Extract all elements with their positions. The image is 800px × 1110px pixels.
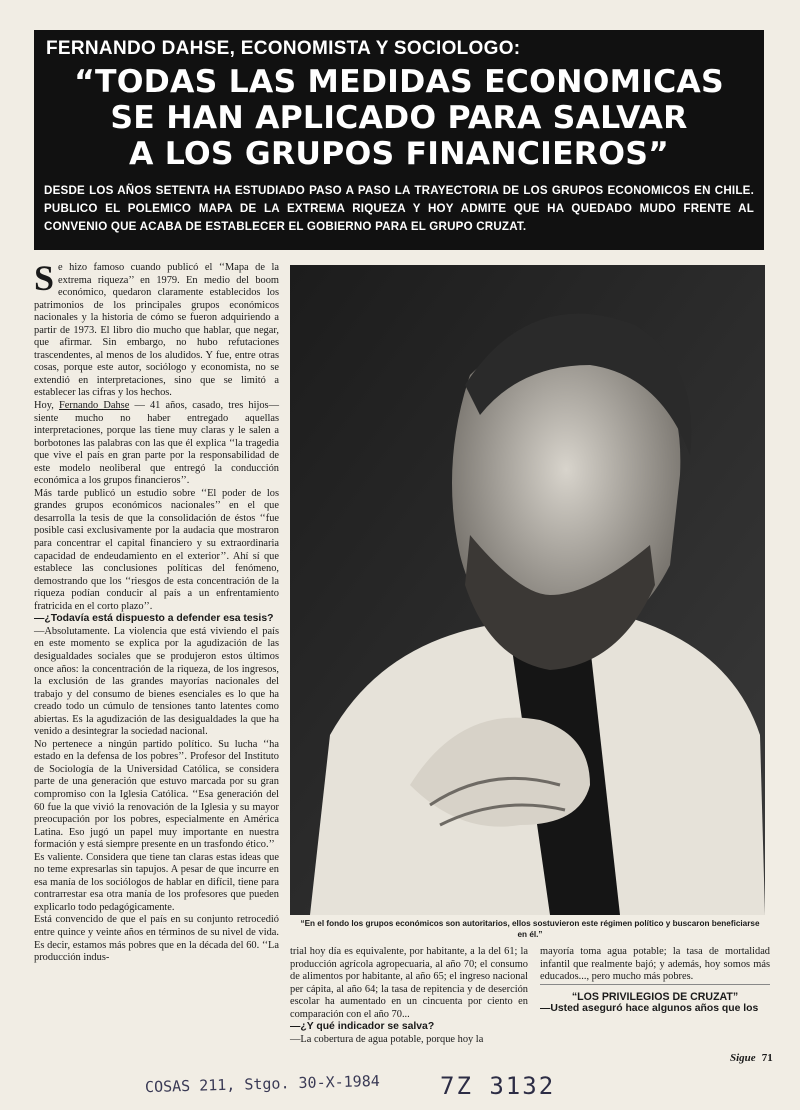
headline-line-2: SE HAN APLICADO PARA SALVAR [110, 100, 688, 136]
page-number: 71 [761, 1052, 773, 1064]
headline-line-3: A LOS GRUPOS FINANCIEROS” [128, 136, 670, 172]
body-column-right [540, 946, 770, 1016]
question-1: —¿Todavía está dispuesto a defender esa tesis? [34, 613, 274, 625]
handwritten-archive-code: 7Z 3132 [440, 1072, 556, 1100]
answer-2: —La cobertura de agua potable, porque hoy la [290, 1033, 484, 1045]
portrait-photo [290, 265, 765, 915]
page-footer [730, 1052, 773, 1064]
portrait-illustration [290, 265, 765, 915]
question-3: —Usted aseguró hace algunos años que los [540, 1003, 759, 1015]
body-column-middle [290, 946, 528, 1046]
article-header [34, 30, 764, 250]
body-column-left [34, 258, 279, 965]
paragraph-intro: Se hizo famoso cuando publicó el ‘‘Mapa de la extrema riqueza’’ en 1979. En medio del boom económico, quedaron claramente establecidos los patrimonios de los principales grupos económicos nacionales y la historia de cómo se fueron adquiriendo a partir de 1973. El libro dio mucho que hablar, que negar, que afirmar. Sin embargo, no hubo refutaciones trascendentes, al menos de los aludidos. Y fue, entre otras cosas, porque este autor, sociólogo y economista, no se extendió en interpretaciones, sino que se limitó a establecer las cifras y los hechos. [34, 258, 279, 399]
kicker: FERNANDO DAHSE, ECONOMISTA Y SOCIOLOGO: [46, 38, 521, 59]
question-2: —¿Y qué indicador se salva? [290, 1021, 435, 1033]
paragraph-6: Está convencido de que el país en su conjunto retrocedió entre quince y veinte años en términos de su nivel de vida. Es decir, estamos más pobres que en la década del 60. ‘‘La producción indus- [34, 914, 279, 964]
paragraph-mid-1: trial hoy día es equivalente, por habitante, a la del 61; la producción agrícola agropecuaria, al año 70; el consumo de alimentos por habitante, al año 65; el ingreso nacional per cápita, al año 64; la tasa de repitencia y de deserción escolar ha aumentado en un cincuenta por ciento en comparación con el año 70... [290, 946, 528, 1020]
continue-label: Sigue [730, 1052, 756, 1064]
drop-cap: S [34, 258, 55, 298]
photo-caption: “En el fondo los grupos económicos son autoritarios, ellos sostuvieron este régimen político y buscaron beneficiarse en él.” [300, 919, 760, 939]
paragraph-3: Más tarde publicó un estudio sobre ‘‘El poder de los grandes grupos económicos nacionales’’ en el que desarrolla la tesis de que la consolidación de éstos ‘‘fue posible casi exclusivamente por la audacia que mostraron para concentrar el capital financiero y su extraordinaria capacidad de endeudamiento en el exterior’’. Ahí sí que establece las conclusiones políticas del fenómeno, demostrando que los ‘‘riesgos de esta concentración de la riqueza podían conducir al país a un enfrentamiento fratricida en el corto plazo’’. [34, 487, 279, 612]
paragraph-5: Es valiente. Considera que tiene tan claras estas ideas que no teme expresarlas sin tapujos. A pesar de que incurre en esa manía de los sociólogos de hablar en difícil, tiene para contrarrestar esa otra manía de los profesores que pueden explicarlo todo pedagógicamente. [34, 851, 279, 913]
paragraph-4: No pertenece a ningún partido político. Su lucha ‘‘ha estado en la defensa de los pobres’’. Profesor del Instituto de Sociología de la Universidad Católica, se considera parte de una generación que estuvo marcada por su gran compromiso con la Iglesia Católica. ‘‘Esa generación del 60 fue la que vivió la renovación de la Iglesia y su mayor preocupación por los pobres, especialmente en América Latina. Eso jugó un papel muy importante en nuestra formación y está siempre presente en un trasfondo ético.’’ [34, 738, 279, 851]
paragraph-right-1: mayoría toma agua potable; la tasa de mortalidad infantil que realmente bajó; y además, hoy somos más educados..., pero mucho más pobres. [540, 946, 770, 983]
section-title: “LOS PRIVILEGIOS DE CRUZAT” [540, 984, 770, 1004]
deck: DESDE LOS AÑOS SETENTA HA ESTUDIADO PASO A PASO LA TRAYECTORIA DE LOS GRUPOS ECONOMICOS EN CHILE. PUBLICO EL POLEMICO MAPA DE LA EXTREMA RIQUEZA Y HOY ADMITE QUE HA QUEDADO MUDO FRENTE AL CONVENIO QUE ACABA DE ESTABLECER EL GOBIERNO PARA EL GRUPO CRUZAT. [44, 184, 754, 233]
paragraph-2: Hoy, Fernando Dahse — 41 años, casado, tres hijos— siente mucho no haber entregado aquellas interpretaciones, porque las tiene muy claras y le salen a borbotones las palabras con las que él explica ‘‘la tragedia que vive el país en gran parte por la responsabilidad de este modelo neoliberal que entregó la conducción económica a los grupos financieros’’. [34, 400, 279, 487]
person-name: Fernando Dahse [58, 400, 130, 412]
answer-1: —Absolutamente. La violencia que está viviendo el país en este momento se explica por la agudización de las desigualdades sociales que se produjeron estos últimos once años: la concentración de la riqueza, de los ingresos, la exclusión de las grandes mayorías nacionales del trabajo y del consumo de bienes esenciales es lo que ha creado todo un cúmulo de tensiones tanto latentes como abiertas. Es la agudización de las desigualdades la que ha venido a desintegrar la sociedad nacional. [34, 625, 279, 738]
handwritten-source-note: COSAS 211, Stgo. 30-X-1984 [144, 1071, 381, 1097]
headline-line-1: “TODAS LAS MEDIDAS ECONOMICAS [74, 64, 724, 100]
